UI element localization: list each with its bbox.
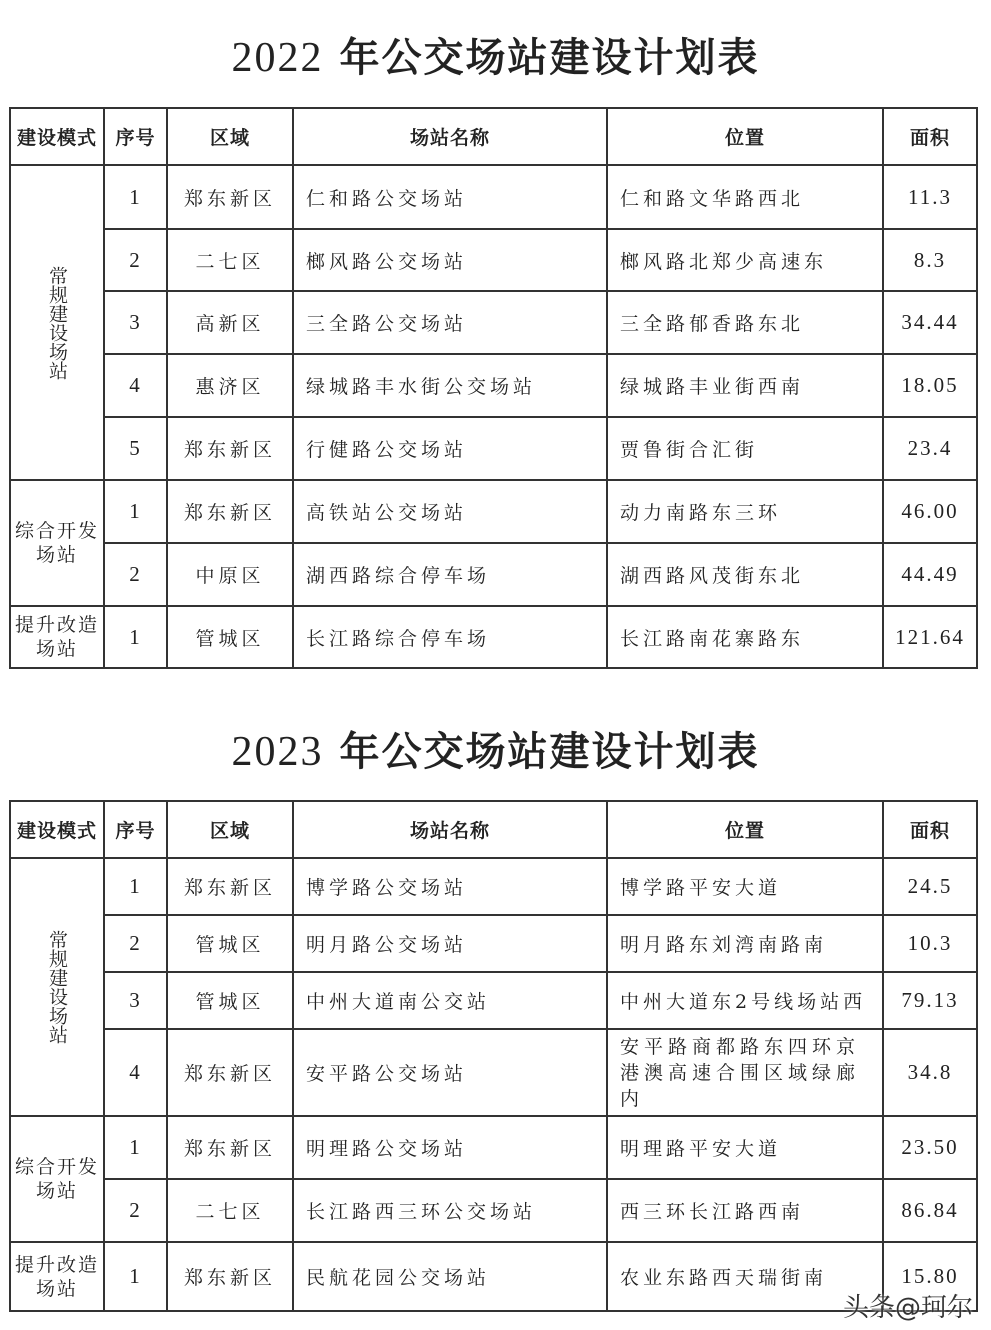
construction-mode: 综合开发场站 [10,480,104,606]
header-row [10,108,977,165]
location: 长江路南花寨路东 [607,606,883,668]
station-name: 行健路公交场站 [293,417,607,480]
table-2022 [9,107,978,669]
table-row [10,354,977,417]
table-row [10,165,977,229]
row-number: 3 [104,291,167,354]
column-header: 位置 [607,801,883,858]
district: 郑东新区 [167,1029,293,1116]
column-header: 区域 [167,108,293,165]
construction-mode: 常规建设场站 [10,858,104,1116]
row-number: 4 [104,354,167,417]
column-header: 建设模式 [10,801,104,858]
location: 榔风路北郑少高速东 [607,229,883,291]
area: 44.49 [883,543,977,606]
district: 管城区 [167,915,293,972]
district: 郑东新区 [167,417,293,480]
location: 湖西路风茂街东北 [607,543,883,606]
location: 西三环长江路西南 [607,1179,883,1242]
station-name: 安平路公交场站 [293,1029,607,1116]
district: 郑东新区 [167,1116,293,1179]
row-number: 5 [104,417,167,480]
location: 绿城路丰业街西南 [607,354,883,417]
station-name: 明理路公交场站 [293,1116,607,1179]
station-name: 三全路公交场站 [293,291,607,354]
column-header: 面积 [883,801,977,858]
column-header: 序号 [104,801,167,858]
title-2023: 2023 年公交场站建设计划表 [231,728,760,775]
table-row [10,417,977,480]
table-row [10,229,977,291]
location: 三全路郁香路东北 [607,291,883,354]
station-name: 中州大道南公交站 [293,972,607,1029]
area: 15.80 [883,1242,977,1311]
row-number: 3 [104,972,167,1029]
construction-mode: 提升改造场站 [10,606,104,668]
station-name: 仁和路公交场站 [293,165,607,229]
area: 10.3 [883,915,977,972]
district: 郑东新区 [167,165,293,229]
row-number: 1 [104,858,167,915]
area: 23.50 [883,1116,977,1179]
row-number: 2 [104,229,167,291]
district: 郑东新区 [167,858,293,915]
row-number: 1 [104,480,167,543]
row-number: 2 [104,915,167,972]
area: 46.00 [883,480,977,543]
table-row [10,1029,977,1116]
station-name: 长江路西三环公交场站 [293,1179,607,1242]
location: 明月路东刘湾南路南 [607,915,883,972]
area: 79.13 [883,972,977,1029]
title-2022: 2022 年公交场站建设计划表 [231,34,760,81]
table-row [10,858,977,915]
construction-mode: 提升改造场站 [10,1242,104,1311]
column-header: 面积 [883,108,977,165]
station-name: 绿城路丰水街公交场站 [293,354,607,417]
table-row [10,480,977,543]
station-name: 榔风路公交场站 [293,229,607,291]
row-number: 1 [104,1116,167,1179]
column-header: 场站名称 [293,801,607,858]
location: 博学路平安大道 [607,858,883,915]
table-2023 [9,800,978,1312]
header-row [10,801,977,858]
district: 管城区 [167,606,293,668]
row-number: 4 [104,1029,167,1116]
table-row [10,1242,977,1311]
district: 二七区 [167,229,293,291]
station-name: 湖西路综合停车场 [293,543,607,606]
area: 8.3 [883,229,977,291]
column-header: 区域 [167,801,293,858]
column-header: 位置 [607,108,883,165]
district: 管城区 [167,972,293,1029]
location: 贾鲁街合汇街 [607,417,883,480]
table-row [10,543,977,606]
station-name: 高铁站公交场站 [293,480,607,543]
station-name: 明月路公交场站 [293,915,607,972]
area: 86.84 [883,1179,977,1242]
construction-mode: 综合开发场站 [10,1116,104,1242]
district: 郑东新区 [167,480,293,543]
station-name: 民航花园公交场站 [293,1242,607,1311]
row-number: 2 [104,543,167,606]
area: 34.8 [883,1029,977,1116]
location: 农业东路西天瑞街南 [607,1242,883,1311]
table-row [10,291,977,354]
table-row [10,915,977,972]
row-number: 1 [104,606,167,668]
row-number: 2 [104,1179,167,1242]
district: 惠济区 [167,354,293,417]
location: 明理路平安大道 [607,1116,883,1179]
district: 高新区 [167,291,293,354]
area: 18.05 [883,354,977,417]
table-row [10,606,977,668]
column-header: 场站名称 [293,108,607,165]
area: 34.44 [883,291,977,354]
station-name: 博学路公交场站 [293,858,607,915]
row-number: 1 [104,1242,167,1311]
area: 11.3 [883,165,977,229]
district: 二七区 [167,1179,293,1242]
location: 仁和路文华路西北 [607,165,883,229]
area: 23.4 [883,417,977,480]
area: 121.64 [883,606,977,668]
location: 中州大道东2号线场站西 [607,972,883,1029]
column-header: 建设模式 [10,108,104,165]
table-row [10,1179,977,1242]
location: 安平路商都路东四环京港澳高速合围区域绿廊内 [607,1029,883,1116]
row-number: 1 [104,165,167,229]
area: 24.5 [883,858,977,915]
column-header: 序号 [104,108,167,165]
construction-mode: 常规建设场站 [10,165,104,480]
location: 动力南路东三环 [607,480,883,543]
station-name: 长江路综合停车场 [293,606,607,668]
watermark: 头条@珂尔 [842,1293,973,1323]
table-row [10,1116,977,1179]
district: 中原区 [167,543,293,606]
district: 郑东新区 [167,1242,293,1311]
table-row [10,972,977,1029]
